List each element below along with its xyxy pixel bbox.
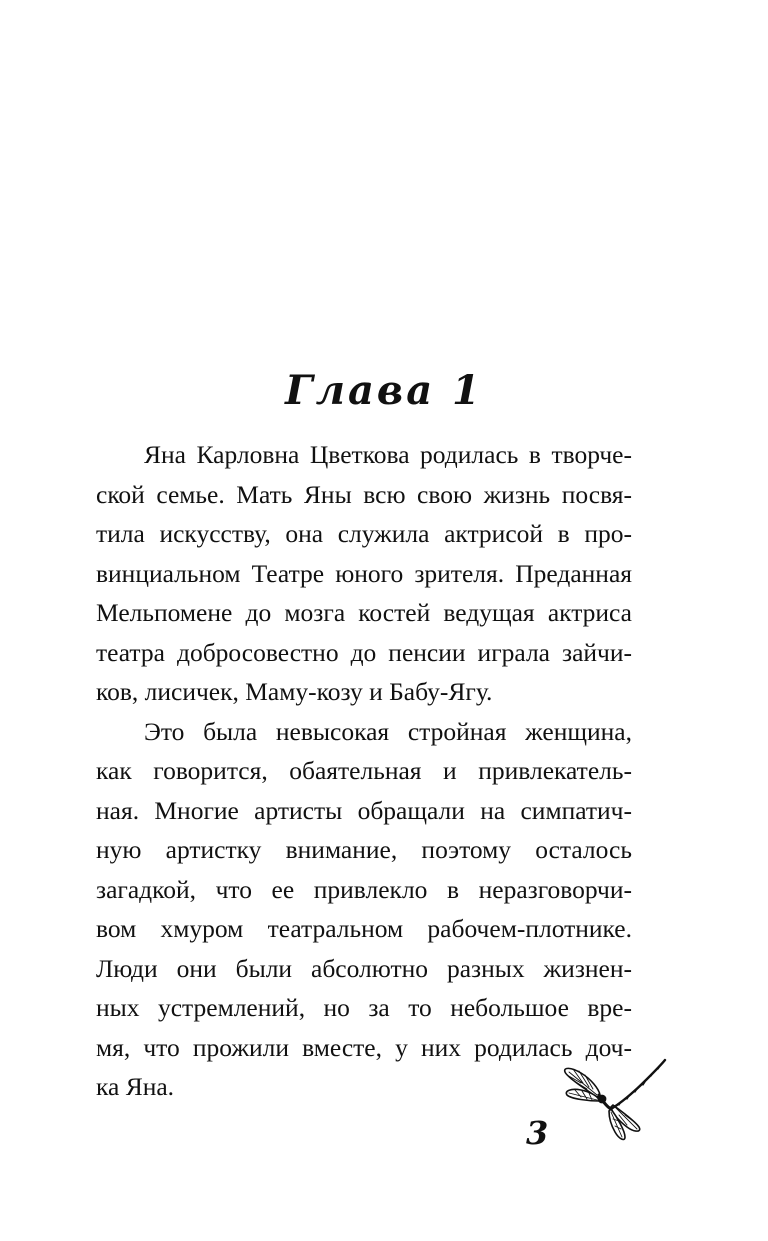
text-line: Мельпомене до мозга костей ведущая актриса [96,598,632,627]
text-line: загадкой, что ее привлекло в неразговорчи- [96,874,632,904]
text-line: ков, лисичек, Маму-козу и Бабу-Ягу. [96,677,493,706]
chapter-title: Глава 1 [285,367,483,414]
paragraph-1 [96,435,632,712]
dragonfly-icon [555,1055,673,1145]
text-line: как говорится, обаятельная и привлекатель- [96,756,632,785]
text-line: театра добросовестно до пенсии играла зайчи- [96,637,632,667]
text-line: Это была невысокая стройная женщина, [144,716,632,746]
text-line: Люди они были абсолютно разных жизнен- [96,953,632,983]
text-line: вом хмуром театральном рабочем-плотнике. [96,914,632,943]
page-number: 3 [526,1114,549,1152]
text-line: ных устремлений, но за то небольшое вре- [96,993,632,1022]
text-line: ная. Многие артисты обращали на симпатич- [96,795,632,825]
text-line: ную артистку внимание, поэтому осталось [96,835,632,864]
text-line: тила искусству, она служила актрисой в про- [96,519,632,548]
text-line: ка Яна. [96,1072,175,1101]
text-line: винциальном Театре юного зрителя. Преданная [96,558,632,588]
paragraph-2 [96,712,632,1107]
chapter-body [96,435,632,1107]
text-line: мя, что прожили вместе, у них родилась доч- [96,1032,632,1062]
text-line: ской семье. Мать Яны всю свою жизнь посвя- [96,479,632,509]
text-line: Яна Карловна Цветкова родилась в творче- [144,440,632,469]
